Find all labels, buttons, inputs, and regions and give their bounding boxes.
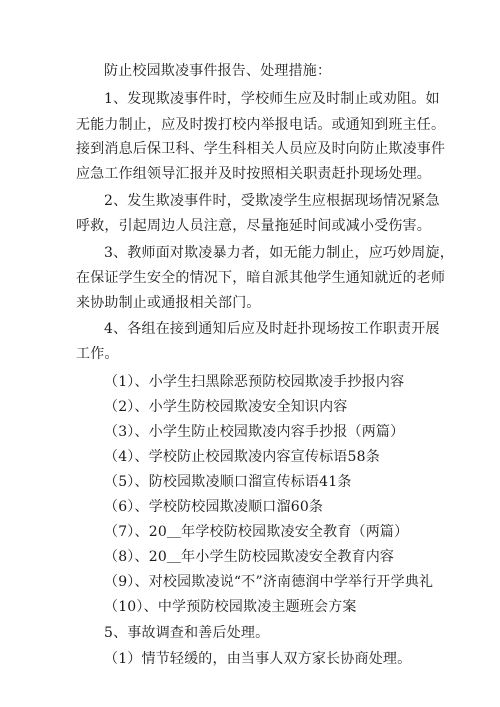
item-1-line-4: 应急工作组领导汇报并及时按照相关职责赶扑现场处理。 bbox=[76, 166, 431, 182]
item-3-line-3: 来协助制止或通报相关部门。 bbox=[76, 295, 261, 311]
item-1-line-3: 接到消息后保卫科、学生科相关人员应及时向防止欺凌事件 bbox=[76, 141, 446, 157]
item-2-line-1: 2、发生欺凌事件时，受欺凌学生应根据现场情况紧急 bbox=[104, 193, 440, 209]
item-2-line-2: 呼救，引起周边人员注意，尽量拖延时间或减小受伤害。 bbox=[76, 218, 431, 234]
related-link-2[interactable]: （2）、小学生防校园欺凌安全知识内容 bbox=[104, 399, 348, 415]
related-link-4[interactable]: （4）、学校防止校园欺凌内容宣传标语58条 bbox=[104, 449, 380, 465]
item-4-line-2: 工作。 bbox=[76, 346, 119, 362]
item-3-line-1: 3、教师面对欺凌暴力者，如无能力制止，应巧妙周旋， bbox=[104, 245, 454, 261]
related-link-7[interactable]: （7）、20＿年学校防校园欺凌安全教育（两篇） bbox=[104, 524, 409, 540]
related-link-5[interactable]: （5）、防校园欺凌顺口溜宣传标语41条 bbox=[104, 474, 352, 490]
item-1-line-2: 无能力制止，应及时拨打校内举报电话。或通知到班主任。 bbox=[76, 117, 446, 133]
item-5-subitem-1: （1）情节轻缓的，由当事人双方家长协商处理。 bbox=[104, 651, 412, 667]
item-3-line-2: 在保证学生安全的情况下，暗自派其他学生通知就近的老师 bbox=[76, 270, 446, 286]
document-title: 防止校园欺凌事件报告、处理措施： bbox=[104, 63, 332, 79]
related-link-1[interactable]: （1）、小学生扫黑除恶预防校园欺凌手抄报内容 bbox=[104, 374, 405, 390]
related-link-8[interactable]: （8）、20＿年小学生防校园欺凌安全教育内容 bbox=[104, 549, 395, 565]
item-5-heading: 5、事故调查和善后处理。 bbox=[104, 625, 270, 641]
item-1-line-1: 1、发现欺凌事件时，学校师生应及时制止或劝阻。如 bbox=[104, 91, 440, 107]
item-4-line-1: 4、各组在接到通知后应及时赶扑现场按工作职责开展 bbox=[104, 321, 440, 337]
related-link-6[interactable]: （6）、学校防校园欺凌顺口溜60条 bbox=[104, 499, 324, 515]
related-link-10[interactable]: （10）、中学预防校园欺凌主题班会方案 bbox=[104, 599, 357, 615]
related-link-3[interactable]: （3）、小学生防止校园欺凌内容手抄报（两篇） bbox=[104, 424, 405, 440]
related-link-9[interactable]: （9）、对校园欺凌说“不”济南德润中学举行开学典礼 bbox=[104, 574, 434, 590]
